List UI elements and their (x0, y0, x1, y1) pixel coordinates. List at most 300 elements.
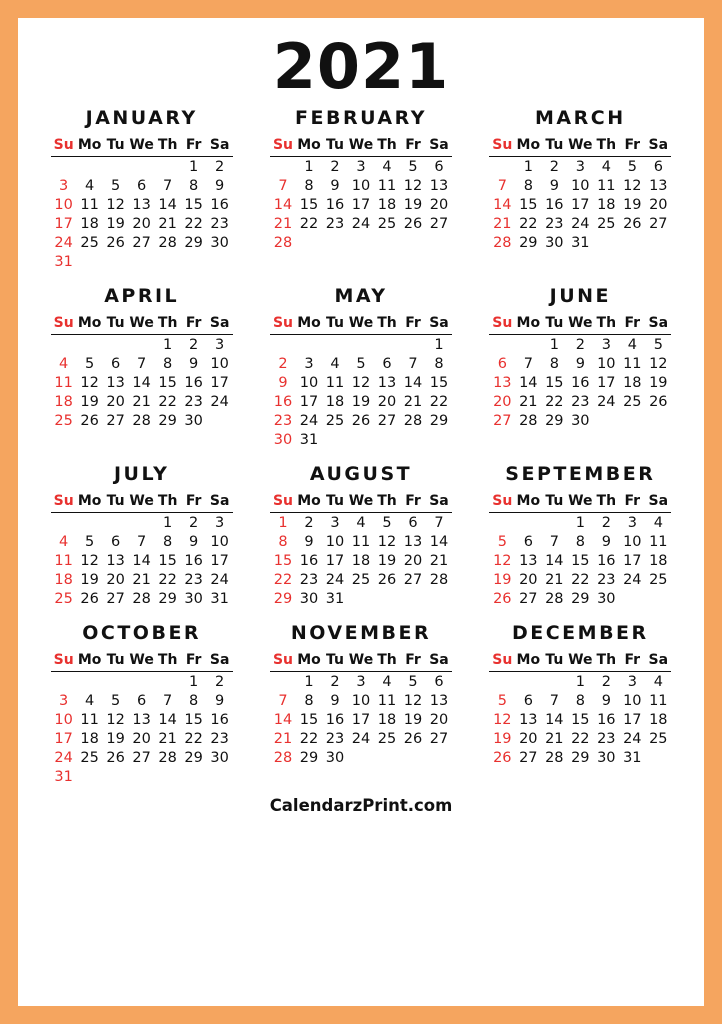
day-cell[interactable]: 2 (330, 673, 340, 690)
day-cell[interactable]: 10 (623, 533, 642, 550)
day-cell[interactable]: 19 (377, 552, 397, 569)
day-cell[interactable]: 13 (519, 552, 538, 569)
day-cell[interactable]: 9 (189, 533, 199, 550)
day-cell[interactable]: 29 (184, 749, 203, 766)
day-cell[interactable]: 24 (210, 571, 229, 588)
day-cell[interactable]: 13 (132, 196, 151, 213)
day-cell[interactable]: 10 (210, 533, 229, 550)
day-cell[interactable]: 13 (377, 374, 397, 391)
day-cell[interactable]: 4 (59, 355, 69, 372)
day-cell[interactable]: 28 (132, 412, 151, 429)
day-cell[interactable]: 27 (519, 590, 538, 607)
day-cell[interactable]: 11 (649, 692, 668, 709)
day-cell[interactable]: 30 (597, 749, 616, 766)
day-cell[interactable]: 11 (649, 533, 668, 550)
day-cell[interactable]: 30 (299, 590, 319, 607)
day-cell[interactable]: 30 (210, 749, 229, 766)
day-cell[interactable]: 22 (571, 571, 590, 588)
day-cell[interactable]: 4 (59, 533, 69, 550)
day-cell[interactable]: 14 (273, 196, 293, 213)
day-cell[interactable]: 1 (434, 336, 444, 353)
day-cell[interactable]: 31 (54, 253, 73, 270)
day-cell[interactable]: 2 (601, 673, 611, 690)
day-cell[interactable]: 27 (519, 749, 538, 766)
day-cell[interactable]: 29 (429, 412, 449, 429)
day-cell[interactable]: 1 (575, 514, 585, 531)
day-cell[interactable]: 12 (80, 552, 99, 569)
day-cell[interactable]: 27 (106, 412, 125, 429)
day-cell[interactable]: 28 (273, 234, 293, 251)
day-cell[interactable]: 14 (519, 374, 538, 391)
day-cell[interactable]: 13 (132, 711, 151, 728)
day-cell[interactable]: 18 (649, 711, 668, 728)
day-cell[interactable]: 10 (54, 711, 73, 728)
day-cell[interactable]: 1 (549, 336, 559, 353)
day-cell[interactable]: 3 (215, 514, 225, 531)
day-cell[interactable]: 15 (571, 552, 590, 569)
day-cell[interactable]: 27 (429, 730, 449, 747)
day-cell[interactable]: 1 (163, 514, 173, 531)
day-cell[interactable]: 27 (377, 412, 397, 429)
day-cell[interactable]: 16 (210, 711, 229, 728)
day-cell[interactable]: 3 (356, 673, 366, 690)
day-cell[interactable]: 30 (597, 590, 616, 607)
day-cell[interactable]: 5 (85, 533, 95, 550)
day-cell[interactable]: 16 (545, 196, 564, 213)
day-cell[interactable]: 19 (493, 571, 512, 588)
day-cell[interactable]: 28 (519, 412, 538, 429)
day-cell[interactable]: 13 (106, 552, 125, 569)
day-cell[interactable]: 1 (278, 514, 288, 531)
day-cell[interactable]: 14 (273, 711, 293, 728)
day-cell[interactable]: 26 (403, 215, 423, 232)
day-cell[interactable]: 2 (601, 514, 611, 531)
day-cell[interactable]: 24 (54, 234, 73, 251)
day-cell[interactable]: 28 (132, 590, 151, 607)
day-cell[interactable]: 15 (299, 196, 319, 213)
day-cell[interactable]: 11 (80, 711, 99, 728)
day-cell[interactable]: 25 (351, 571, 371, 588)
day-cell[interactable]: 4 (601, 158, 611, 175)
day-cell[interactable]: 21 (273, 215, 293, 232)
day-cell[interactable]: 5 (627, 158, 637, 175)
day-cell[interactable]: 1 (523, 158, 533, 175)
day-cell[interactable]: 25 (377, 215, 397, 232)
day-cell[interactable]: 18 (54, 571, 73, 588)
day-cell[interactable]: 12 (106, 711, 125, 728)
day-cell[interactable]: 15 (158, 374, 177, 391)
day-cell[interactable]: 23 (273, 412, 293, 429)
day-cell[interactable]: 23 (299, 571, 319, 588)
day-cell[interactable]: 18 (80, 730, 99, 747)
day-cell[interactable]: 14 (493, 196, 512, 213)
day-cell[interactable]: 20 (429, 711, 449, 728)
day-cell[interactable]: 21 (403, 393, 423, 410)
day-cell[interactable]: 8 (549, 355, 559, 372)
day-cell[interactable]: 20 (429, 196, 449, 213)
day-cell[interactable]: 13 (493, 374, 512, 391)
day-cell[interactable]: 7 (408, 355, 418, 372)
day-cell[interactable]: 2 (189, 514, 199, 531)
day-cell[interactable]: 22 (158, 393, 177, 410)
day-cell[interactable]: 12 (403, 177, 423, 194)
day-cell[interactable]: 18 (377, 196, 397, 213)
day-cell[interactable]: 19 (80, 393, 99, 410)
day-cell[interactable]: 11 (80, 196, 99, 213)
day-cell[interactable]: 24 (351, 215, 371, 232)
day-cell[interactable]: 21 (158, 215, 177, 232)
day-cell[interactable]: 24 (54, 749, 73, 766)
day-cell[interactable]: 17 (54, 730, 73, 747)
day-cell[interactable]: 17 (597, 374, 616, 391)
day-cell[interactable]: 6 (434, 673, 444, 690)
day-cell[interactable]: 9 (330, 692, 340, 709)
day-cell[interactable]: 5 (408, 673, 418, 690)
day-cell[interactable]: 3 (575, 158, 585, 175)
day-cell[interactable]: 25 (377, 730, 397, 747)
day-cell[interactable]: 15 (519, 196, 538, 213)
day-cell[interactable]: 23 (545, 215, 564, 232)
day-cell[interactable]: 18 (325, 393, 345, 410)
day-cell[interactable]: 24 (210, 393, 229, 410)
day-cell[interactable]: 16 (597, 711, 616, 728)
day-cell[interactable]: 4 (382, 673, 392, 690)
day-cell[interactable]: 4 (85, 692, 95, 709)
day-cell[interactable]: 30 (325, 749, 345, 766)
day-cell[interactable]: 19 (403, 196, 423, 213)
day-cell[interactable]: 14 (158, 196, 177, 213)
day-cell[interactable]: 25 (325, 412, 345, 429)
day-cell[interactable]: 24 (571, 215, 590, 232)
day-cell[interactable]: 2 (278, 355, 288, 372)
day-cell[interactable]: 8 (523, 177, 533, 194)
day-cell[interactable]: 13 (519, 711, 538, 728)
day-cell[interactable]: 28 (429, 571, 449, 588)
day-cell[interactable]: 31 (54, 768, 73, 785)
day-cell[interactable]: 21 (545, 730, 564, 747)
day-cell[interactable]: 2 (215, 673, 225, 690)
day-cell[interactable]: 3 (356, 158, 366, 175)
day-cell[interactable]: 14 (429, 533, 449, 550)
day-cell[interactable]: 26 (106, 749, 125, 766)
day-cell[interactable]: 7 (549, 692, 559, 709)
day-cell[interactable]: 18 (649, 552, 668, 569)
day-cell[interactable]: 13 (403, 533, 423, 550)
day-cell[interactable]: 10 (210, 355, 229, 372)
day-cell[interactable]: 17 (325, 552, 345, 569)
day-cell[interactable]: 8 (575, 533, 585, 550)
day-cell[interactable]: 11 (623, 355, 642, 372)
day-cell[interactable]: 13 (106, 374, 125, 391)
day-cell[interactable]: 28 (545, 590, 564, 607)
day-cell[interactable]: 2 (330, 158, 340, 175)
day-cell[interactable]: 16 (184, 374, 203, 391)
day-cell[interactable]: 24 (299, 412, 319, 429)
day-cell[interactable]: 3 (59, 177, 69, 194)
day-cell[interactable]: 12 (351, 374, 371, 391)
day-cell[interactable]: 19 (623, 196, 642, 213)
day-cell[interactable]: 8 (304, 692, 314, 709)
day-cell[interactable]: 21 (545, 571, 564, 588)
day-cell[interactable]: 19 (649, 374, 668, 391)
day-cell[interactable]: 23 (325, 215, 345, 232)
day-cell[interactable]: 27 (649, 215, 668, 232)
day-cell[interactable]: 7 (434, 514, 444, 531)
day-cell[interactable]: 2 (549, 158, 559, 175)
day-cell[interactable]: 24 (597, 393, 616, 410)
day-cell[interactable]: 25 (623, 393, 642, 410)
day-cell[interactable]: 15 (273, 552, 293, 569)
day-cell[interactable]: 6 (137, 177, 147, 194)
day-cell[interactable]: 28 (273, 749, 293, 766)
day-cell[interactable]: 20 (649, 196, 668, 213)
day-cell[interactable]: 10 (299, 374, 319, 391)
day-cell[interactable]: 9 (601, 692, 611, 709)
day-cell[interactable]: 1 (163, 336, 173, 353)
day-cell[interactable]: 28 (158, 749, 177, 766)
day-cell[interactable]: 18 (351, 552, 371, 569)
day-cell[interactable]: 25 (597, 215, 616, 232)
day-cell[interactable]: 14 (132, 374, 151, 391)
day-cell[interactable]: 12 (80, 374, 99, 391)
day-cell[interactable]: 9 (575, 355, 585, 372)
day-cell[interactable]: 3 (215, 336, 225, 353)
day-cell[interactable]: 26 (623, 215, 642, 232)
day-cell[interactable]: 28 (493, 234, 512, 251)
day-cell[interactable]: 14 (545, 552, 564, 569)
day-cell[interactable]: 20 (403, 552, 423, 569)
day-cell[interactable]: 29 (571, 590, 590, 607)
day-cell[interactable]: 29 (158, 412, 177, 429)
day-cell[interactable]: 8 (304, 177, 314, 194)
day-cell[interactable]: 22 (184, 215, 203, 232)
day-cell[interactable]: 28 (545, 749, 564, 766)
day-cell[interactable]: 12 (649, 355, 668, 372)
day-cell[interactable]: 21 (158, 730, 177, 747)
day-cell[interactable]: 25 (649, 571, 668, 588)
day-cell[interactable]: 7 (549, 533, 559, 550)
day-cell[interactable]: 23 (571, 393, 590, 410)
day-cell[interactable]: 10 (571, 177, 590, 194)
day-cell[interactable]: 19 (351, 393, 371, 410)
day-cell[interactable]: 18 (54, 393, 73, 410)
day-cell[interactable]: 9 (601, 533, 611, 550)
day-cell[interactable]: 6 (111, 533, 121, 550)
day-cell[interactable]: 20 (493, 393, 512, 410)
day-cell[interactable]: 14 (545, 711, 564, 728)
day-cell[interactable]: 4 (85, 177, 95, 194)
day-cell[interactable]: 19 (80, 571, 99, 588)
day-cell[interactable]: 2 (215, 158, 225, 175)
day-cell[interactable]: 27 (493, 412, 512, 429)
day-cell[interactable]: 1 (304, 673, 314, 690)
day-cell[interactable]: 10 (351, 692, 371, 709)
day-cell[interactable]: 9 (278, 374, 288, 391)
day-cell[interactable]: 16 (210, 196, 229, 213)
day-cell[interactable]: 20 (132, 215, 151, 232)
day-cell[interactable]: 18 (597, 196, 616, 213)
day-cell[interactable]: 6 (497, 355, 507, 372)
day-cell[interactable]: 14 (132, 552, 151, 569)
day-cell[interactable]: 10 (325, 533, 345, 550)
day-cell[interactable]: 11 (54, 552, 73, 569)
day-cell[interactable]: 15 (545, 374, 564, 391)
day-cell[interactable]: 2 (189, 336, 199, 353)
day-cell[interactable]: 21 (273, 730, 293, 747)
day-cell[interactable]: 12 (403, 692, 423, 709)
day-cell[interactable]: 16 (597, 552, 616, 569)
day-cell[interactable]: 15 (158, 552, 177, 569)
day-cell[interactable]: 3 (304, 355, 314, 372)
day-cell[interactable]: 27 (132, 749, 151, 766)
day-cell[interactable]: 29 (519, 234, 538, 251)
day-cell[interactable]: 24 (351, 730, 371, 747)
day-cell[interactable]: 21 (132, 393, 151, 410)
day-cell[interactable]: 12 (377, 533, 397, 550)
day-cell[interactable]: 30 (545, 234, 564, 251)
day-cell[interactable]: 5 (85, 355, 95, 372)
day-cell[interactable]: 9 (215, 177, 225, 194)
day-cell[interactable]: 22 (545, 393, 564, 410)
day-cell[interactable]: 17 (623, 552, 642, 569)
day-cell[interactable]: 23 (184, 571, 203, 588)
day-cell[interactable]: 27 (132, 234, 151, 251)
day-cell[interactable]: 15 (429, 374, 449, 391)
day-cell[interactable]: 7 (278, 177, 288, 194)
day-cell[interactable]: 31 (210, 590, 229, 607)
day-cell[interactable]: 17 (299, 393, 319, 410)
day-cell[interactable]: 5 (497, 692, 507, 709)
day-cell[interactable]: 3 (627, 673, 637, 690)
day-cell[interactable]: 19 (106, 730, 125, 747)
day-cell[interactable]: 16 (571, 374, 590, 391)
day-cell[interactable]: 13 (649, 177, 668, 194)
day-cell[interactable]: 23 (597, 571, 616, 588)
day-cell[interactable]: 24 (623, 571, 642, 588)
day-cell[interactable]: 9 (330, 177, 340, 194)
day-cell[interactable]: 24 (325, 571, 345, 588)
day-cell[interactable]: 6 (137, 692, 147, 709)
day-cell[interactable]: 31 (299, 431, 319, 448)
day-cell[interactable]: 20 (132, 730, 151, 747)
day-cell[interactable]: 17 (351, 711, 371, 728)
day-cell[interactable]: 26 (649, 393, 668, 410)
day-cell[interactable]: 5 (653, 336, 663, 353)
day-cell[interactable]: 16 (299, 552, 319, 569)
day-cell[interactable]: 20 (106, 571, 125, 588)
day-cell[interactable]: 18 (80, 215, 99, 232)
day-cell[interactable]: 7 (523, 355, 533, 372)
day-cell[interactable]: 28 (403, 412, 423, 429)
day-cell[interactable]: 28 (158, 234, 177, 251)
day-cell[interactable]: 25 (80, 234, 99, 251)
day-cell[interactable]: 4 (653, 514, 663, 531)
day-cell[interactable]: 15 (184, 196, 203, 213)
day-cell[interactable]: 10 (597, 355, 616, 372)
day-cell[interactable]: 16 (273, 393, 293, 410)
day-cell[interactable]: 30 (571, 412, 590, 429)
day-cell[interactable]: 29 (299, 749, 319, 766)
day-cell[interactable]: 31 (571, 234, 590, 251)
day-cell[interactable]: 30 (210, 234, 229, 251)
day-cell[interactable]: 8 (163, 355, 173, 372)
day-cell[interactable]: 22 (158, 571, 177, 588)
day-cell[interactable]: 21 (132, 571, 151, 588)
day-cell[interactable]: 15 (184, 711, 203, 728)
day-cell[interactable]: 27 (429, 215, 449, 232)
day-cell[interactable]: 15 (571, 711, 590, 728)
day-cell[interactable]: 21 (519, 393, 538, 410)
day-cell[interactable]: 4 (356, 514, 366, 531)
day-cell[interactable]: 7 (497, 177, 507, 194)
day-cell[interactable]: 21 (493, 215, 512, 232)
day-cell[interactable]: 7 (163, 177, 173, 194)
day-cell[interactable]: 20 (519, 730, 538, 747)
day-cell[interactable]: 23 (597, 730, 616, 747)
day-cell[interactable]: 26 (493, 590, 512, 607)
day-cell[interactable]: 22 (299, 730, 319, 747)
day-cell[interactable]: 12 (493, 552, 512, 569)
day-cell[interactable]: 2 (575, 336, 585, 353)
day-cell[interactable]: 22 (299, 215, 319, 232)
day-cell[interactable]: 12 (493, 711, 512, 728)
day-cell[interactable]: 7 (163, 692, 173, 709)
day-cell[interactable]: 7 (278, 692, 288, 709)
day-cell[interactable]: 16 (325, 196, 345, 213)
day-cell[interactable]: 26 (493, 749, 512, 766)
day-cell[interactable]: 6 (408, 514, 418, 531)
day-cell[interactable]: 5 (111, 692, 121, 709)
day-cell[interactable]: 29 (184, 234, 203, 251)
day-cell[interactable]: 26 (80, 412, 99, 429)
day-cell[interactable]: 4 (330, 355, 340, 372)
day-cell[interactable]: 26 (106, 234, 125, 251)
day-cell[interactable]: 6 (111, 355, 121, 372)
day-cell[interactable]: 9 (215, 692, 225, 709)
day-cell[interactable]: 6 (523, 533, 533, 550)
day-cell[interactable]: 1 (189, 673, 199, 690)
day-cell[interactable]: 17 (54, 215, 73, 232)
day-cell[interactable]: 11 (377, 692, 397, 709)
day-cell[interactable]: 22 (273, 571, 293, 588)
day-cell[interactable]: 19 (493, 730, 512, 747)
day-cell[interactable]: 16 (184, 552, 203, 569)
day-cell[interactable]: 22 (519, 215, 538, 232)
day-cell[interactable]: 11 (54, 374, 73, 391)
day-cell[interactable]: 22 (184, 730, 203, 747)
day-cell[interactable]: 17 (210, 374, 229, 391)
day-cell[interactable]: 17 (571, 196, 590, 213)
day-cell[interactable]: 8 (189, 177, 199, 194)
day-cell[interactable]: 29 (273, 590, 293, 607)
day-cell[interactable]: 24 (623, 730, 642, 747)
day-cell[interactable]: 25 (54, 412, 73, 429)
day-cell[interactable]: 6 (434, 158, 444, 175)
day-cell[interactable]: 11 (351, 533, 371, 550)
day-cell[interactable]: 1 (575, 673, 585, 690)
day-cell[interactable]: 2 (304, 514, 314, 531)
day-cell[interactable]: 13 (429, 692, 449, 709)
day-cell[interactable]: 16 (325, 711, 345, 728)
day-cell[interactable]: 13 (429, 177, 449, 194)
day-cell[interactable]: 20 (519, 571, 538, 588)
day-cell[interactable]: 29 (545, 412, 564, 429)
day-cell[interactable]: 3 (330, 514, 340, 531)
day-cell[interactable]: 23 (325, 730, 345, 747)
day-cell[interactable]: 14 (158, 711, 177, 728)
day-cell[interactable]: 6 (382, 355, 392, 372)
day-cell[interactable]: 8 (189, 692, 199, 709)
